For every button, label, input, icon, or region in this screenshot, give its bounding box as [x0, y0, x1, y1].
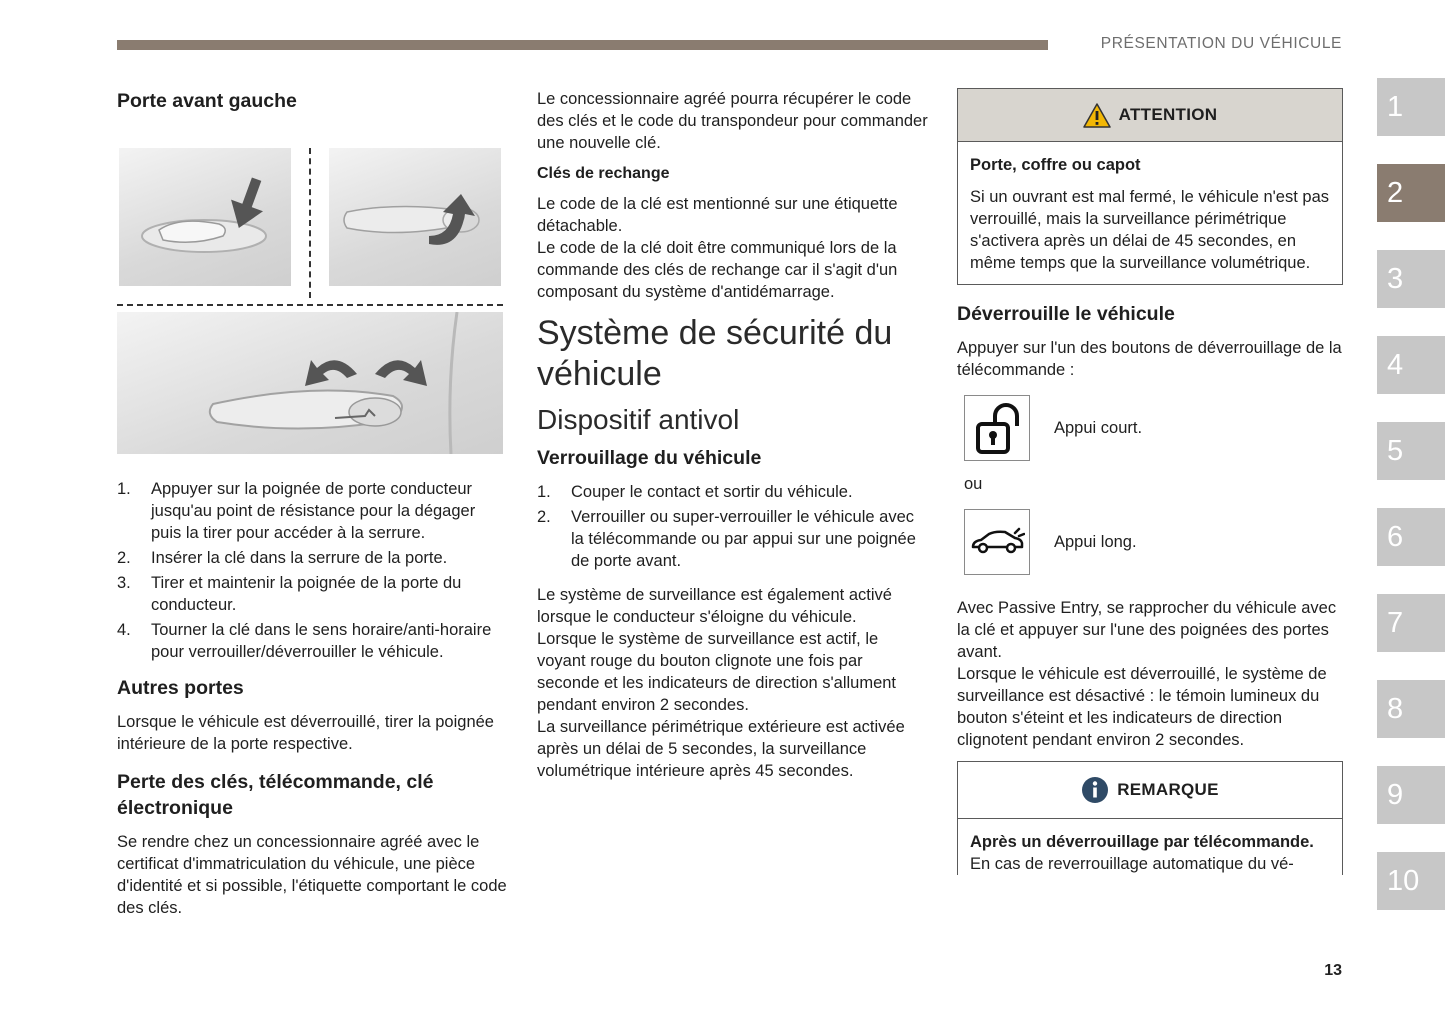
- monitoring-text-1: Le système de surveillance est également activé lorsque le conducteur s'éloigne du véhicule.: [537, 586, 892, 626]
- heading-lost-keys: Perte des clés, télécommande, clé électronique: [117, 771, 434, 819]
- top-accent-bar: [117, 40, 1048, 50]
- chapter-tab-7[interactable]: 7: [1377, 594, 1445, 652]
- attention-body: [958, 142, 1342, 284]
- chapter-tab-4[interactable]: 4: [1377, 336, 1445, 394]
- chapter-tab-6[interactable]: 6: [1377, 508, 1445, 566]
- list-item: 4. Tourner la clé dans le sens horaire/anti-horaire pour verrouiller/déverrouiller le véhicule.: [117, 621, 492, 661]
- lost-keys-text: Se rendre chez un concessionnaire agréé avec le certificat d'immatriculation du véhicule, une pièce d'identité et si possible, l'étiquette comportant le code des clés.: [117, 833, 507, 917]
- or-text: ou: [964, 475, 983, 493]
- locking-steps-list: [537, 481, 929, 572]
- passive-entry-text: Avec Passive Entry, se rapprocher du véhicule avec la clé et appuyer sur l'une des poignées des portes avant.: [957, 599, 1337, 661]
- chapter-tab-8[interactable]: 8: [1377, 680, 1445, 738]
- list-item: 3. Tirer et maintenir la poignée de la porte du conducteur.: [117, 574, 462, 614]
- remark-label: REMARQUE: [1117, 780, 1219, 799]
- chapter-tab-5[interactable]: 5: [1377, 422, 1445, 480]
- heading-unlock: Déverrouille le véhicule: [957, 303, 1175, 325]
- divider-horizontal: [117, 304, 503, 306]
- unlock-monitoring-text: Lorsque le véhicule est déverrouillé, le système de surveillance est désactivé : le témoin lumineux du bouton s'éteint et les indicateurs de direction clignotent pendant environ 2 secondes.: [957, 665, 1327, 749]
- unlock-text: Appuyer sur l'un des boutons de déverrouillage de la télécommande :: [957, 339, 1342, 379]
- long-press-label: Appui long.: [1054, 533, 1137, 551]
- remark-body: [958, 819, 1342, 875]
- remark-text: En cas de reverrouillage automatique du vé-: [970, 855, 1294, 873]
- column-right: [957, 88, 1343, 891]
- unlock-padlock-icon: [964, 395, 1030, 461]
- title-security-system: Système de sécurité du véhicule: [537, 314, 893, 393]
- door-key-turn-image: [117, 312, 503, 454]
- chapter-tab-3[interactable]: 3: [1377, 250, 1445, 308]
- column-left: [117, 88, 507, 928]
- column-middle: [537, 88, 929, 791]
- list-item: 2. Verrouiller ou super-verrouiller le véhicule avec la télécommande ou par appui sur une poignée de porte avant.: [537, 508, 916, 570]
- list-item: 1. Couper le contact et sortir du véhicule.: [537, 483, 853, 501]
- heading-left-door: Porte avant gauche: [117, 90, 297, 112]
- chapter-tab-10[interactable]: 10: [1377, 852, 1445, 910]
- chapter-tab-9[interactable]: 9: [1377, 766, 1445, 824]
- spare-keys-text-2: Le code de la clé doit être communiqué lors de la commande des clés de rechange car il s'agit d'un composant du système d'antidémarrage.: [537, 239, 898, 301]
- heading-spare-keys: Clés de rechange: [537, 165, 670, 182]
- warning-triangle-icon: [1083, 103, 1111, 128]
- info-icon: [1081, 776, 1109, 804]
- monitoring-text-3: La surveillance périmétrique extérieure est activée après un délai de 5 secondes, la surveillance volumétrique intérieure après 45 secondes.: [537, 718, 905, 780]
- door-handle-illustration: [117, 148, 503, 454]
- attention-subheading: Porte, coffre ou capot: [970, 156, 1141, 174]
- chapter-tab-1[interactable]: 1: [1377, 78, 1445, 136]
- remark-header: [958, 762, 1342, 819]
- spare-keys-text: Le code de la clé est mentionné sur une étiquette détachable.: [537, 195, 898, 235]
- title-antitheft: Dispositif antivol: [537, 404, 740, 435]
- monitoring-text-2: Lorsque le système de surveillance est actif, le voyant rouge du bouton clignote une fois par seconde et les indicateurs de direction s'allument pendant environ 2 secondes.: [537, 630, 897, 714]
- remark-subheading: Après un déverrouillage par télécommande.: [970, 833, 1314, 851]
- attention-label: ATTENTION: [1118, 105, 1218, 124]
- attention-box: [957, 88, 1343, 285]
- remark-box: [957, 761, 1343, 875]
- attention-header: [958, 89, 1342, 142]
- door-handle-press-image: [119, 148, 291, 286]
- door-key-insert-image: [329, 148, 501, 286]
- short-press-label: Appui court.: [1054, 419, 1143, 437]
- heading-other-doors: Autres portes: [117, 677, 244, 699]
- page-number: 13: [1324, 962, 1342, 979]
- dealer-text: Le concessionnaire agréé pourra récupérer le code des clés et le code du transpondeur pour commander une nouvelle clé.: [537, 90, 928, 152]
- heading-locking: Verrouillage du véhicule: [537, 447, 762, 469]
- short-press-row: [964, 395, 1343, 461]
- divider-vertical: [309, 148, 311, 298]
- door-steps-list: [117, 478, 507, 663]
- long-press-row: [964, 509, 1343, 575]
- chapter-tab-2[interactable]: 2: [1377, 164, 1445, 222]
- other-doors-text: Lorsque le véhicule est déverrouillé, tirer la poignée intérieure de la porte respective.: [117, 713, 494, 753]
- list-item: 1. Appuyer sur la poignée de porte conducteur jusqu'au point de résistance pour la dégager puis la tirer pour accéder à la serrure.: [117, 480, 476, 542]
- attention-text: Si un ouvrant est mal fermé, le véhicule n'est pas verrouillé, mais la surveillance périmétrique s'activera après un délai de 45 secondes, en même temps que la surveillance volumétrique.: [970, 188, 1329, 272]
- section-title: PRÉSENTATION DU VÉHICULE: [1100, 35, 1342, 52]
- list-item: 2. Insérer la clé dans la serrure de la porte.: [117, 549, 448, 567]
- car-unlock-icon: [964, 509, 1030, 575]
